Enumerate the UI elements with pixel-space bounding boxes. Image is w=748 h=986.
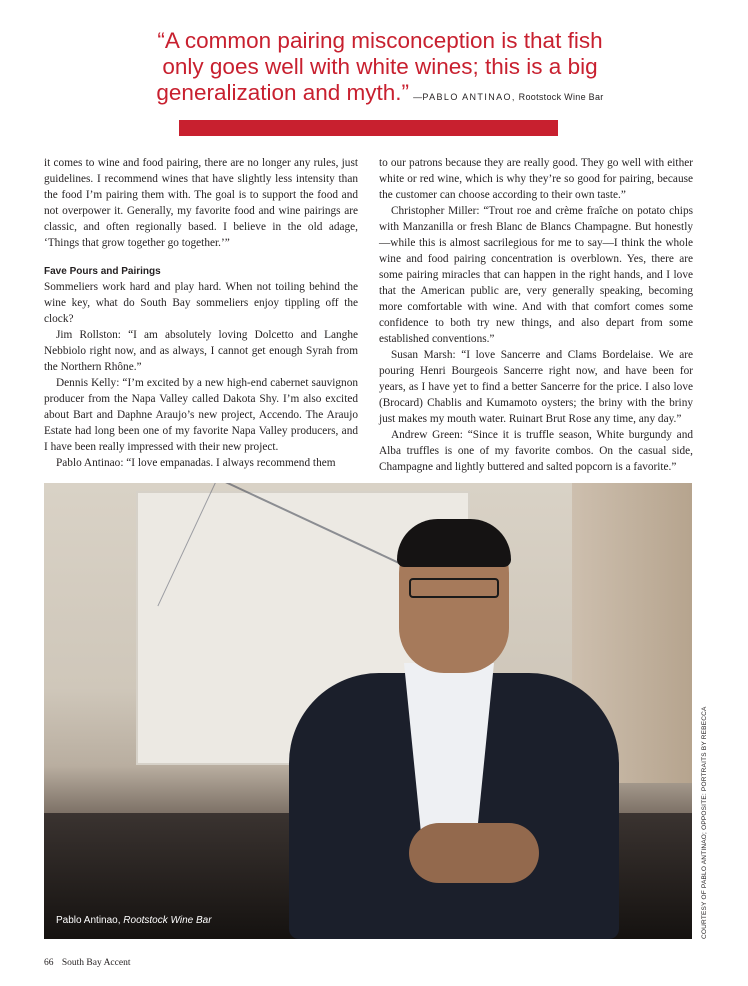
- person-figure: [259, 523, 654, 939]
- body-paragraph: to our patrons because they are really good. They go well with either white or red wine, which is why they’re so good for pairing, because the customer can choose according to their own taste.”: [379, 157, 693, 201]
- pull-quote: [100, 28, 660, 106]
- hair: [397, 519, 511, 567]
- publication-name: South Bay Accent: [61, 958, 131, 968]
- page-number: 66: [44, 958, 54, 968]
- pull-quote-last-line: [100, 80, 660, 106]
- page-footer: [44, 958, 130, 968]
- caption-venue: Rootstock Wine Bar: [123, 915, 212, 926]
- portrait-photo: [44, 483, 692, 939]
- right-column: [379, 155, 693, 475]
- body-paragraph: Susan Marsh: “I love Sancerre and Clams Bordelaise. We are pouring Henri Bourgeois Sancerre right now, and have been for years, as I have yet to find a better Sancerre for the price. I also love (Brocard) Chablis and Kumamoto oysters; the briny with the briny just makes my mouth water. Ruinart Brut Rose any time, any day.”: [379, 349, 693, 425]
- red-divider-bar: [179, 120, 558, 136]
- attribution-name: PABLO ANTINAO,: [422, 92, 516, 102]
- photo-caption: [56, 915, 212, 926]
- body-paragraph: Andrew Green: “Since it is truffle season, White burgundy and Alba truffles is one of my favorite combos. On the casual side, Champagne and lightly buttered and salted popcorn is a favorite.”: [379, 429, 693, 473]
- attribution-dash: —: [413, 92, 423, 102]
- pull-quote-line-3: generalization and myth.”: [156, 80, 410, 105]
- body-paragraph: Pablo Antinao: “I love empanadas. I always recommend them: [56, 457, 336, 469]
- pull-quote-line-1: “A common pairing misconception is that fish: [157, 28, 603, 53]
- body-paragraph: it comes to wine and food pairing, there are no longer any rules, just guidelines. I recommend wines that have slightly less intensity than the food I’m pairing them with. The goal is to support the food and not overpower it. Generally, my favorite food and wine pairings are classic, and often regionally based. I believe in the old adage, ‘Things that grow together go together.’”: [44, 157, 358, 249]
- section-subhead: Fave Pours and Pairings: [44, 266, 161, 277]
- clasped-hands: [409, 823, 539, 883]
- attribution-venue: Rootstock Wine Bar: [518, 92, 604, 102]
- left-column: [44, 155, 358, 471]
- pull-quote-line-2: only goes well with white wines; this is a big: [162, 54, 598, 79]
- body-paragraph: Dennis Kelly: “I’m excited by a new high-end cabernet sauvignon producer from the Napa Valley called Dakota Shy. I’m also excited about Bart and Daphne Araujo’s new project, Accendo. The Araujo Estate had long been one of my favorite Napa Valley producers, and I have been really impressed with their new project.: [44, 377, 358, 453]
- eyeglasses: [409, 578, 499, 598]
- photo-credit: COURTESY OF PABLO ANTINAO; OPPOSITE: PORTRAITS BY REBECCA: [701, 706, 708, 939]
- caption-name: Pablo Antinao,: [56, 915, 121, 926]
- pull-quote-attribution: [413, 92, 604, 102]
- body-paragraph: Jim Rollston: “I am absolutely loving Dolcetto and Langhe Nebbiolo right now, and as always, I cannot get enough Syrah from the Northern Rhône.”: [44, 329, 358, 373]
- body-paragraph: Sommeliers work hard and play hard. When not toiling behind the wine key, what do South Bay sommeliers enjoy tippling off the clock?: [44, 281, 358, 325]
- body-paragraph: Christopher Miller: “Trout roe and crème fraîche on potato chips with Manzanilla or fresh Blanc de Blancs Champagne. But honestly—while this is almost sacrilegious for me to say—I think the whole wine and food pairing concentration is overblown. Yes, there are some pairing miracles that can happen in the right hands, and I love that the American public are, very generally speaking, becoming more comfortable with wine. And with that comfort comes some confidence to both try new things, and also depart from some established conventions.”: [379, 205, 693, 345]
